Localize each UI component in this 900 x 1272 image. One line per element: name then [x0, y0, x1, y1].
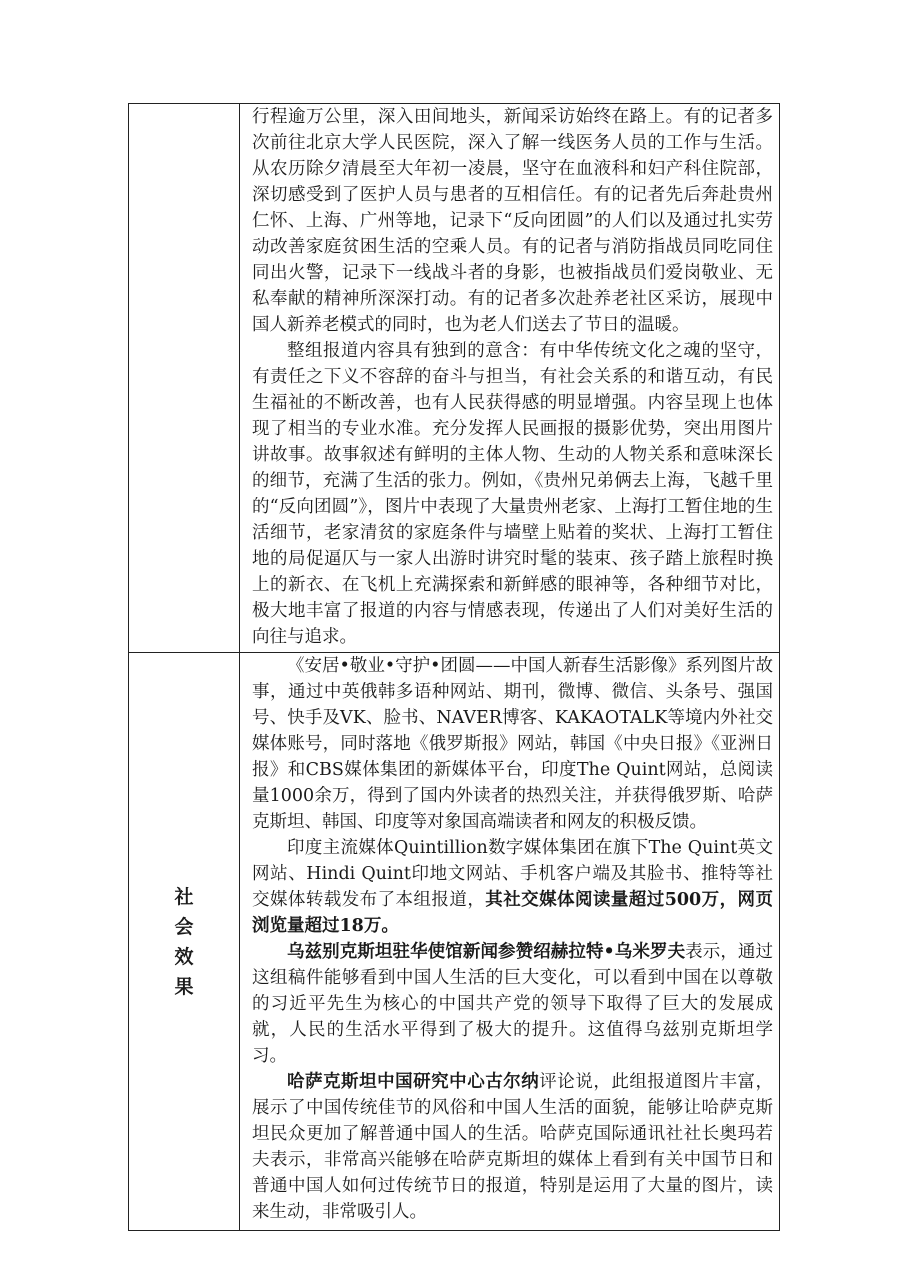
paragraph: 《安居•敬业•守护•团圆——中国人新春生活影像》系列图片故事，通过中英俄韩多语种网站、期刊，微博、微信、头条号、强国号、快手及VK、脸书、NAVER博客、KAKAOTALK等境内外社交媒体账号，同时落地《俄罗斯报》网站，韩国《中央日报》《亚洲日报》和CBS媒体集团的新媒体平台，印度The Quint网站，总阅读量1000余万，得到了国内外读者的热烈关注，并获得俄罗斯、哈萨克斯坦、韩国、印度等对象国高端读者和网友的积极反馈。 — [252, 656, 773, 832]
paragraph-text: 表示，通过这组稿件能够看到中国人生活的巨大变化，可以看到中国在以尊敬的习近平先生为核心的中国共产党的领导下取得了巨大的发展成就，人民的生活水平得到了极大的提升。这值得乌兹别克斯坦学习。 — [252, 942, 773, 1066]
paragraph — [252, 835, 773, 939]
row-label-social-effect — [129, 653, 240, 1231]
paragraph: 行程逾万公里，深入田间地头，新闻采访始终在路上。有的记者多次前往北京大学人民医院，深入了解一线医务人员的工作与生活。从农历除夕清晨至大年初一凌晨，坚守在血液科和妇产科住院部，深切感受到了医护人员与患者的互相信任。有的记者先后奔赴贵州仁怀、上海、广州等地，记录下“反向团圆”的人们以及通过扎实劳动改善家庭贫困生活的空乘人员。有的记者与消防指战员同吃同住同出火警，记录下一线战斗者的身影，也被指战员们爱岗敬业、无私奉献的精神所深深打动。有的记者多次赴养老社区采访，展现中国人新养老模式的同时，也为老人们送去了节日的温暖。 — [252, 107, 773, 335]
paragraph-text: 评论说，此组报道图片丰富，展示了中国传统佳节的风俗和中国人生活的面貌，能够让哈萨克斯坦民众更加了解普通中国人的生活。哈萨克国际通讯社社长奥玛若夫表示，非常高兴能够在哈萨克斯坦的媒体上看到有关中国节日和普通中国人如何过传统节日的报道，特别是运用了大量的图片，读来生动，非常吸引人。 — [252, 1072, 774, 1222]
paragraph-text: 印度主流媒体Quintillion数字媒体集团在旗下The Quint英文网站、Hindi Quint印地文网站、手机客户端及其脸书、推特等社交媒体转载发布了本组报道， — [252, 838, 773, 910]
row-label-empty — [129, 104, 240, 653]
social-effect-label: 社会效果 — [174, 885, 194, 998]
emphasis-text: 其社交媒体阅读量超过500万，网页浏览量超过18万。 — [252, 890, 774, 936]
emphasis-text: 乌兹别克斯坦驻华使馆新闻参赞绍赫拉特•乌米罗夫 — [287, 942, 686, 962]
paragraph: 整组报道内容具有独到的意含：有中华传统文化之魂的坚守，有责任之下义不容辞的奋斗与担当，有社会关系的和谐互动，有民生福祉的不断改善，也有人民获得感的明显增强。内容呈现上也体现了相当的专业水准。充分发挥人民画报的摄影优势，突出用图片讲故事。故事叙述有鲜明的主体人物、生动的人物关系和意味深长的细节，充满了生活的张力。例如，《贵州兄弟俩去上海，飞越千里的“反向团圆”》，图片中表现了大量贵州老家、上海打工暂住地的生活细节，老家清贫的家庭条件与墙壁上贴着的奖状、上海打工暂住地的局促逼仄与一家人出游时讲究时髦的装束、孩子踏上旅程时换上的新衣、在飞机上充满探索和新鲜感的眼神等，各种细节对比，极大地丰富了报道的内容与情感表现，传递出了人们对美好生活的向往与追求。 — [252, 341, 773, 647]
content-cell — [240, 104, 780, 653]
table-row — [129, 653, 780, 1231]
content-cell — [240, 653, 780, 1231]
emphasis-text: 哈萨克斯坦中国研究中心古尔纳 — [287, 1072, 540, 1092]
table-row — [129, 104, 780, 653]
paragraph — [252, 1069, 773, 1225]
evaluation-table — [128, 103, 780, 1231]
paragraph — [252, 939, 773, 1069]
